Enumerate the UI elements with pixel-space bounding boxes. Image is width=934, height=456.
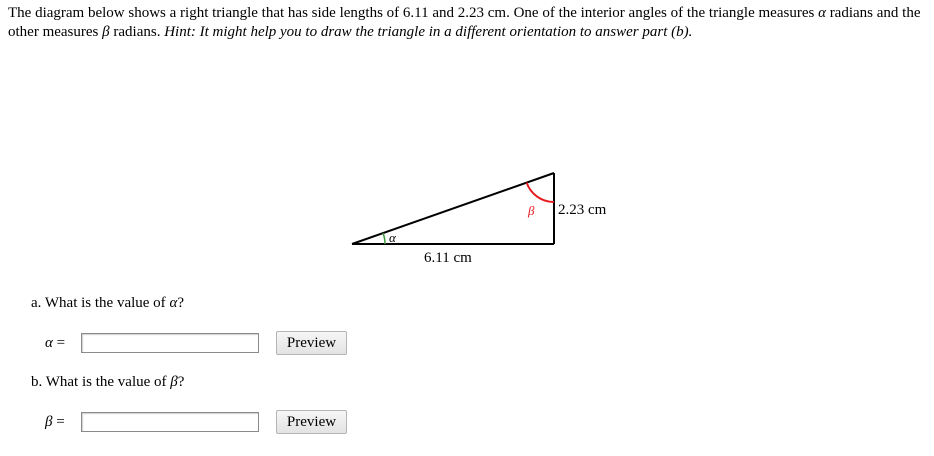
alpha-equals-sign: = — [52, 334, 66, 351]
beta-answer-input[interactable] — [81, 412, 259, 432]
question-a-text: a. What is the value of — [31, 295, 170, 311]
beta-answer-symbol: β — [45, 413, 53, 430]
triangle-hypotenuse — [352, 173, 554, 244]
problem-text-3: radians. — [109, 24, 165, 40]
question-b-text: b. What is the value of — [31, 374, 171, 390]
problem-statement — [8, 4, 928, 42]
problem-text-1: The diagram below shows a right triangle that has side lengths of 6.11 and 2.23 cm. One of the interior angles of the triangle measures — [8, 5, 819, 21]
question-a — [31, 295, 184, 312]
question-b — [31, 374, 184, 391]
problem-hint: Hint: It might help you to draw the triangle in a different orientation to answer part (b). — [164, 24, 693, 40]
alpha-answer-symbol: α — [45, 334, 53, 351]
alpha-answer-label — [45, 335, 81, 352]
problem-text-2: radians and the other measures — [8, 5, 921, 40]
beta-answer-label — [45, 414, 81, 431]
beta-angle-arc — [527, 183, 554, 202]
alpha-angle-label: α — [389, 230, 396, 245]
question-b-symbol: β — [170, 374, 178, 390]
triangle-shape — [352, 173, 554, 244]
beta-equals-sign: = — [52, 413, 65, 430]
question-a-suffix: ? — [177, 295, 184, 311]
beta-preview-button[interactable]: Preview — [276, 410, 347, 434]
question-a-symbol: α — [169, 295, 178, 311]
question-b-suffix: ? — [177, 374, 185, 390]
alpha-symbol: α — [818, 5, 826, 21]
alpha-preview-button[interactable]: Preview — [276, 331, 347, 355]
alpha-answer-input[interactable] — [81, 333, 259, 353]
height-length-label: 2.23 cm — [558, 202, 607, 218]
answer-row-b — [45, 410, 347, 434]
triangle-diagram — [340, 170, 640, 270]
alpha-angle-arc — [383, 233, 385, 244]
answer-row-a — [45, 331, 347, 355]
base-length-label: 6.11 cm — [424, 250, 472, 266]
beta-symbol: β — [102, 24, 110, 40]
beta-angle-label: β — [528, 203, 535, 218]
